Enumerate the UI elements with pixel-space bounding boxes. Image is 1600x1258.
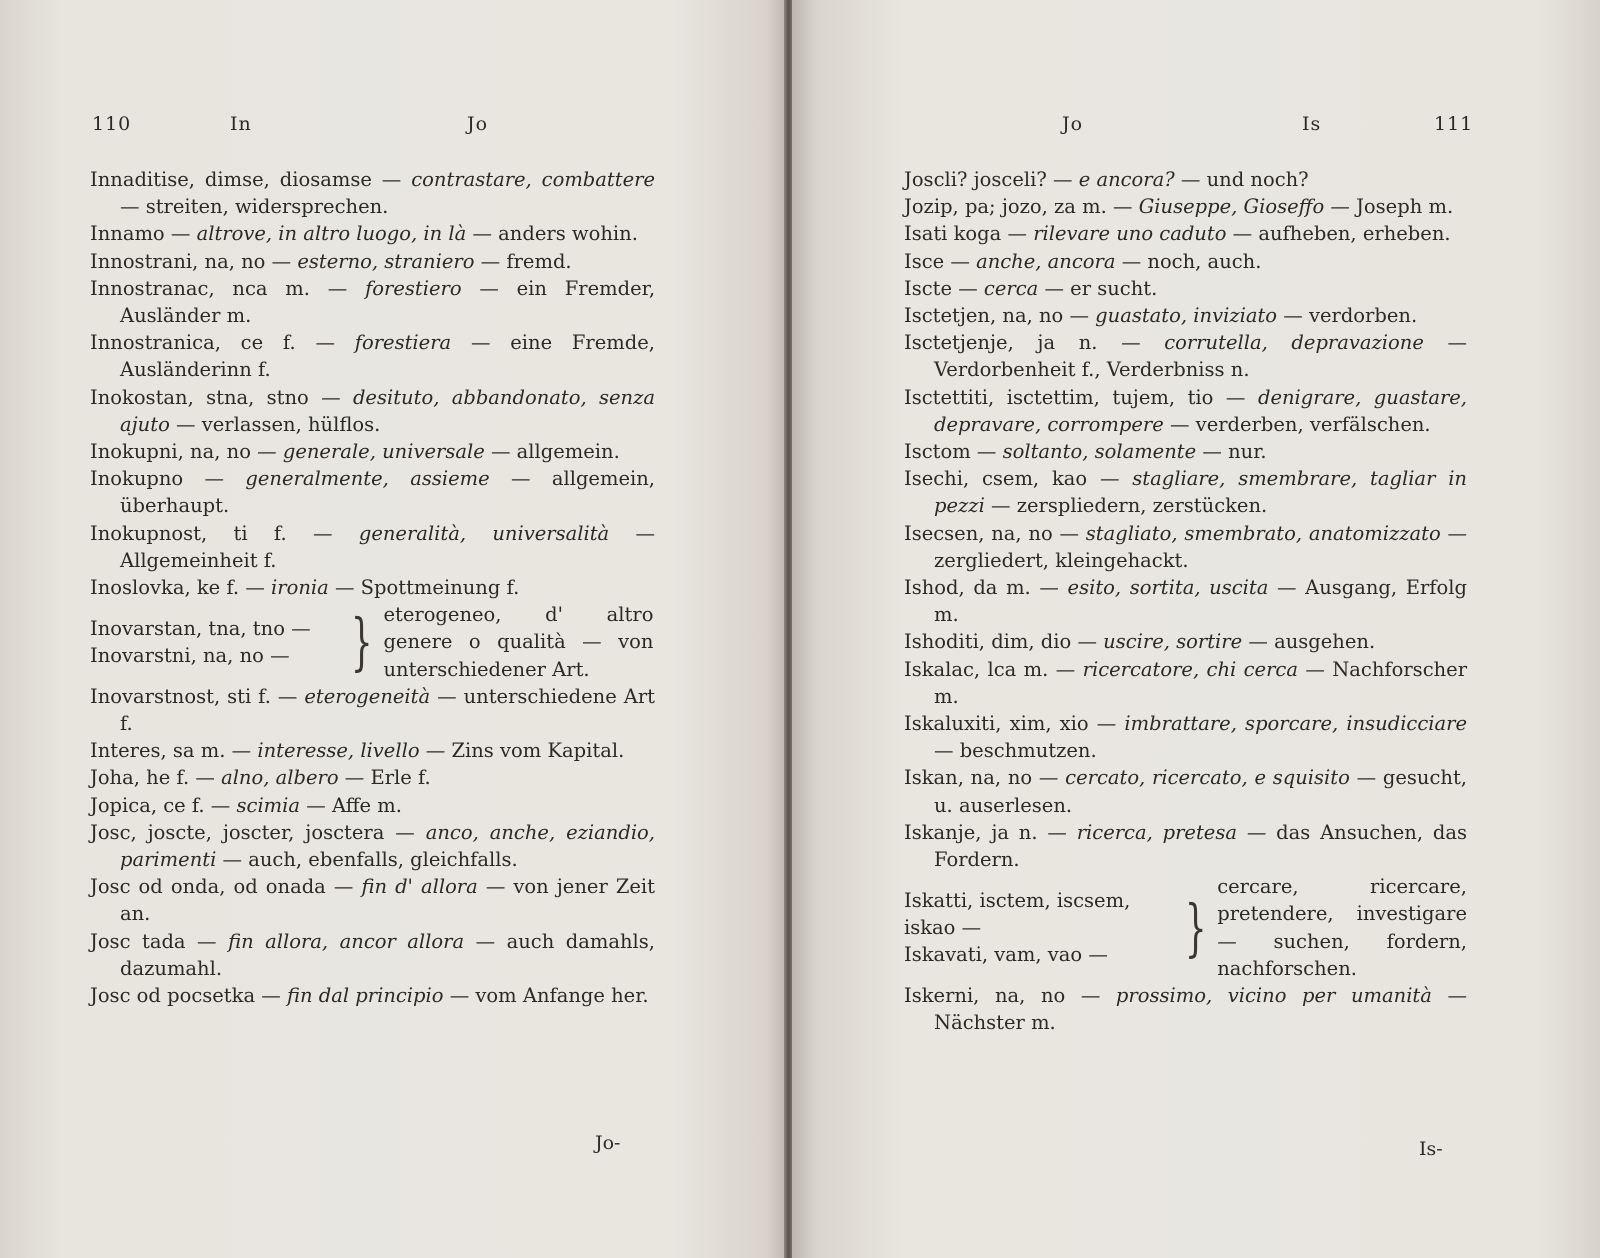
dictionary-entry [90, 520, 655, 574]
dictionary-entry [904, 302, 1467, 329]
entry-headword: Innostrani, na, no — [90, 249, 292, 273]
entry-headword: Inoslovka, ke f. — [90, 576, 265, 600]
entry-headword: Iskaluxiti, xim, xio — [904, 712, 1117, 736]
entry-italian: soltanto, solamente [1002, 440, 1197, 464]
entry-german: — fremd. [480, 249, 572, 273]
entry-italian: prossimo, vicino per umanità [1115, 984, 1432, 1008]
dictionary-entry [90, 220, 655, 247]
grouped-definition [1217, 873, 1467, 982]
entry-headword: Iskavati, vam, vao — [904, 943, 1108, 967]
entry-german: — Joseph m. [1330, 195, 1454, 219]
entry-italian: desituto, abbandonato, senza ajuto [120, 385, 655, 436]
entry-german: — von unterschiedener Art. [383, 630, 654, 681]
entry-german: — verdorben. [1283, 304, 1418, 328]
entry-headword: Ishoditi, dim, dio — [904, 630, 1097, 654]
entry-german: — gesucht, u. auserlesen. [934, 766, 1467, 817]
entry-german: — nur. [1202, 440, 1267, 464]
left-entries [90, 166, 655, 1009]
dictionary-entry [90, 764, 655, 791]
entry-headword: Isctom — [904, 440, 997, 464]
entry-headword: Inovarstni, na, no — [90, 644, 290, 668]
entry-german: — unterschiedene Art f. [120, 684, 655, 736]
running-head-left: Jo [1062, 113, 1084, 135]
dictionary-entry [904, 275, 1467, 302]
entry-italian: eterogeneo, d' altro genere o qualità [383, 603, 654, 654]
entry-headword: Jopica, ce f. — [90, 793, 231, 817]
dictionary-entry [90, 683, 655, 737]
entry-german: — er sucht. [1044, 276, 1158, 300]
entry-german: — ein Fremder, Ausländer m. [120, 276, 656, 328]
catchword: Is- [1419, 1138, 1443, 1160]
dictionary-entry [904, 248, 1467, 275]
entry-italian: stagliare, smembrare, tagliar in pezzi [934, 467, 1467, 518]
entry-italian: e ancora? [1078, 168, 1175, 191]
entry-italian: corrutella, depravazione [1164, 331, 1424, 355]
entry-german: — allgemein, überhaupt. [120, 467, 655, 518]
entry-italian: altrove, in altro luogo, in là [196, 222, 467, 246]
entry-italian: anco, anche, eziandio, parimenti [120, 820, 655, 872]
running-head-right: Is [1302, 113, 1322, 135]
entry-headword: Ishod, da m. — [904, 576, 1059, 600]
dictionary-entry [904, 710, 1467, 764]
entry-headword: Joscli? josceli? — [904, 168, 1073, 191]
entry-german: — streiten, widersprechen. [120, 195, 389, 219]
entry-headword: Josc od onda, od onada — [90, 875, 354, 899]
entry-german: — allgemein. [490, 440, 620, 464]
entry-headword: Josc, joscte, joscter, josctera — [90, 820, 415, 844]
entry-headword: Iskalac, lca m. — [904, 657, 1076, 681]
entry-headword: Isce — [904, 249, 970, 273]
entry-german: — Affe m. [306, 793, 402, 817]
entry-german: — vom Anfange her. [449, 984, 649, 1008]
entry-german: — Erle f. [344, 766, 431, 790]
entry-headword: Iskanje, ja n. — [904, 820, 1067, 844]
entry-german: — und noch? [1180, 168, 1309, 191]
entry-italian: imbrattare, sporcare, insudicciare [1124, 712, 1467, 736]
entry-headword: Josc od pocsetka — [90, 984, 281, 1008]
entry-italian: cerca [983, 276, 1039, 300]
entry-italian: forestiero [365, 276, 462, 300]
entry-headword: Iscte — [904, 276, 978, 300]
entry-italian: cercare, ricercare, pretendere, investigare [1217, 875, 1467, 926]
entry-italian: uscire, sortire [1103, 630, 1243, 654]
dictionary-entry [90, 792, 655, 819]
entry-italian: generalità, universalità [358, 521, 610, 545]
entry-german: — Spottmeinung f. [334, 576, 520, 600]
entry-italian: scimia [236, 793, 301, 817]
entry-headword: Inovarstnost, sti f. — [90, 684, 298, 708]
dictionary-entry [90, 166, 655, 220]
entry-german: — suchen, fordern, nachforschen. [1217, 929, 1467, 980]
entry-headword: Josc tada — [90, 929, 217, 953]
entry-german: — anders wohin. [472, 222, 638, 246]
entry-italian: interesse, livello [257, 739, 420, 763]
entry-headword: Inokostan, stna, stno — [90, 385, 341, 409]
entry-italian: fin allora, ancor allora [228, 929, 465, 953]
entry-german: — eine Fremde, Ausländerinn f. [120, 331, 655, 382]
dictionary-entry [904, 656, 1467, 710]
brace-glyph: } [350, 605, 373, 679]
dictionary-entry [904, 329, 1467, 383]
entry-headword: Isati koga — [904, 222, 1027, 246]
catchword: Jo- [595, 1132, 621, 1154]
right-page [792, 0, 1600, 1258]
entry-italian: eterogeneità [304, 684, 431, 708]
entry-italian: ricercatore, chi cerca [1082, 657, 1298, 681]
entry-headword: Innamo — [90, 222, 191, 246]
entry-italian: alno, albero [221, 766, 339, 790]
grouped-headwords [904, 887, 1174, 969]
entry-german: — auch damahls, dazumahl. [120, 929, 656, 980]
entry-headword: Iskan, na, no — [904, 766, 1059, 790]
page-number: 111 [1434, 113, 1474, 135]
dictionary-entry [90, 982, 655, 1009]
entry-italian: denigrare, guastare, depravare, corrompere [934, 385, 1468, 436]
brace-glyph: } [1184, 890, 1207, 964]
entry-italian: guastato, inviziato [1095, 304, 1278, 328]
entry-german: — von jener Zeit an. [120, 875, 655, 926]
entry-headword: Inokupnost, ti f. — [90, 521, 333, 545]
entry-headword: Iskerni, na, no — [904, 984, 1101, 1008]
entry-italian: cercato, ricercato, e squisito [1065, 766, 1350, 790]
page-number: 110 [92, 113, 132, 135]
entry-german: — Zins vom Kapital. [425, 739, 625, 763]
entry-headword: Isctetjen, na, no — [904, 304, 1089, 328]
entry-german: — noch, auch. [1121, 249, 1262, 273]
entry-german: — zergliedert, kleingehackt. [934, 521, 1467, 572]
dictionary-entry [90, 329, 655, 383]
entry-german: — Verdorbenheit f., Verderbniss n. [934, 331, 1468, 382]
entry-italian: fin dal principio [286, 984, 444, 1008]
entry-italian: generalmente, assieme [245, 467, 490, 491]
bracketed-entry-group [90, 601, 655, 683]
entry-headword: Innostranica, ce f. — [90, 331, 335, 355]
entry-italian: generale, universale [282, 440, 485, 464]
dictionary-entry [90, 275, 655, 329]
entry-german: — Nachforscher m. [934, 657, 1468, 708]
entry-german: — Allgemeinheit f. [120, 521, 656, 572]
entry-italian: Giuseppe, Gioseffo [1138, 195, 1325, 219]
dictionary-entry [904, 193, 1467, 220]
entry-german: — Ausgang, Erfolg m. [934, 576, 1467, 627]
dictionary-entry [904, 982, 1467, 1036]
entry-italian: ricerca, pretesa [1076, 820, 1237, 844]
grouped-definition [383, 601, 653, 683]
dictionary-entry [90, 873, 655, 927]
entry-italian: ironia [271, 576, 329, 600]
entry-italian: esito, sortita, uscita [1067, 576, 1269, 600]
entry-italian: contrastare, combattere [411, 168, 655, 191]
entry-italian: rilevare uno caduto [1033, 222, 1227, 246]
entry-italian: anche, ancora [976, 249, 1116, 273]
dictionary-entry [904, 764, 1467, 818]
dictionary-entry [90, 465, 655, 519]
dictionary-entry [90, 928, 655, 982]
entry-headword: Innostranac, nca m. — [90, 276, 348, 300]
entry-headword: Isecsen, na, no — [904, 521, 1079, 545]
entry-headword: Joha, he f. — [90, 766, 215, 790]
dictionary-entry [90, 384, 655, 438]
dictionary-entry [90, 574, 655, 601]
dictionary-entry [90, 737, 655, 764]
entry-german: — Nächster m. [934, 984, 1467, 1035]
running-head-right: Jo [467, 113, 489, 135]
entry-italian: fin d' allora [361, 875, 478, 899]
right-entries [904, 166, 1467, 1037]
entry-headword: Jozip, pa; jozo, za m. — [904, 195, 1133, 219]
dictionary-entry [904, 438, 1467, 465]
entry-german: — beschmutzen. [934, 739, 1097, 763]
dictionary-entry [90, 819, 655, 873]
bracketed-entry-group [904, 873, 1467, 982]
entry-german: — aufheben, erheben. [1232, 222, 1451, 246]
entry-german: — das Ansuchen, das Fordern. [934, 820, 1467, 872]
entry-german: — verderben, verfälschen. [1169, 412, 1431, 436]
dictionary-entry [904, 628, 1467, 655]
dictionary-entry [904, 166, 1467, 193]
entry-german: — verlassen, hülflos. [176, 412, 381, 436]
entry-german: — auch, ebenfalls, gleichfalls. [222, 848, 518, 872]
dictionary-entry [90, 248, 655, 275]
running-head-left: In [230, 113, 252, 135]
entry-headword: Iskatti, isctem, iscsem, iskao — [904, 888, 1131, 940]
dictionary-entry [90, 438, 655, 465]
entry-headword: Inokupno — [90, 467, 225, 491]
dictionary-entry [904, 574, 1467, 628]
grouped-headwords [90, 615, 340, 669]
dictionary-entry [904, 520, 1467, 574]
entry-italian: forestiera [354, 331, 452, 355]
entry-headword: Interes, sa m. — [90, 739, 252, 763]
entry-headword: Innaditise, dimse, diosamse — [90, 168, 402, 191]
left-page [0, 0, 790, 1258]
entry-headword: Isctettiti, isctettim, tujem, tio — [904, 385, 1246, 409]
entry-headword: Isechi, csem, kao — [904, 467, 1120, 491]
entry-italian: esterno, straniero [297, 249, 475, 273]
entry-headword: Inovarstan, tna, tno — [90, 616, 311, 640]
entry-headword: Isctetjenje, ja n. — [904, 331, 1141, 355]
entry-german: — zerspliedern, zerstücken. [991, 494, 1268, 518]
dictionary-entry [904, 220, 1467, 247]
entry-german: — ausgehen. [1248, 630, 1376, 654]
dictionary-entry [904, 384, 1467, 438]
dictionary-entry [904, 465, 1467, 519]
entry-headword: Inokupni, na, no — [90, 440, 277, 464]
entry-italian: stagliato, smembrato, anatomizzato [1085, 521, 1441, 545]
dictionary-entry [904, 819, 1467, 873]
